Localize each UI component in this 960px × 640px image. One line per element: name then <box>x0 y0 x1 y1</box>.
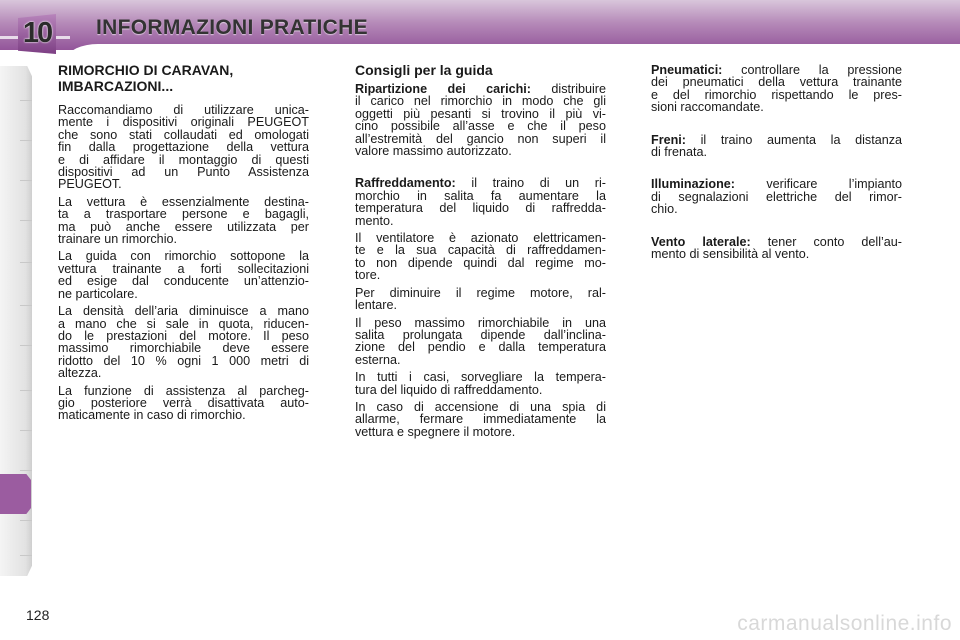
text-line <box>651 146 902 158</box>
line-text: In caso di accensione di una spia di <box>355 399 606 414</box>
line-text: e del rimorchio rispettando le pres- <box>651 87 902 102</box>
line-text: PEUGEOT. <box>58 177 122 192</box>
tab-divider <box>20 180 32 181</box>
tab-divider <box>20 430 32 431</box>
text-line <box>58 178 309 190</box>
line-text: tener conto dell’au- <box>750 234 902 249</box>
tab-divider <box>20 100 32 101</box>
line-text: verificare l’impianto <box>734 177 902 192</box>
paragraph <box>58 305 309 379</box>
line-text: mente i dispositivi originali PEUGEOT <box>58 115 309 130</box>
text-line <box>58 409 309 421</box>
line-text: ne particolare. <box>58 286 138 301</box>
line-text: La vettura è essenzialmente destina- <box>58 194 309 209</box>
line-text: zione del pendio e dalla temperatura <box>355 340 606 355</box>
chapter-title: INFORMAZIONI PRATICHE <box>96 16 368 39</box>
tab-divider <box>20 140 32 141</box>
line-text: e di affidare il montaggio di questi <box>58 152 309 167</box>
paragraph <box>58 104 309 191</box>
line-text: valore massimo autorizzato. <box>355 144 512 159</box>
line-text: ma può anche essere utilizzata per <box>58 219 309 234</box>
paragraph-label: Raffreddamento: <box>355 176 456 191</box>
paragraph <box>355 371 606 396</box>
text-line <box>651 203 902 215</box>
line-text: vettura e spegnere il motore. <box>355 424 516 439</box>
paragraph-label: Illuminazione: <box>651 177 735 192</box>
line-text: lentare. <box>355 298 398 313</box>
tab-divider <box>20 305 32 306</box>
line-text: allarme, fermare immediatamente la <box>355 412 606 427</box>
text-line <box>355 269 606 281</box>
text-line <box>58 367 309 379</box>
line-text: fin dalla progettazione della vettura <box>58 140 309 155</box>
line-text: a mano che si sale in quota, riducen- <box>58 316 309 331</box>
line-text: altezza. <box>58 366 102 381</box>
line-text: Raccomandiamo di utilizzare unica- <box>58 103 309 117</box>
paragraph-label: Ripartizione dei carichi: <box>355 82 531 96</box>
line-text: Il ventilatore è azionato elettricamen- <box>355 231 606 246</box>
line-text: controllare la pressione <box>722 63 902 77</box>
line-text: chio. <box>651 202 678 217</box>
line-text: tore. <box>355 268 381 283</box>
tab-divider <box>20 345 32 346</box>
line-text: il traino di un ri- <box>455 176 606 191</box>
paragraph <box>58 385 309 422</box>
paragraph <box>58 250 309 300</box>
line-text: esterna. <box>355 352 401 367</box>
paragraph <box>355 287 606 312</box>
page-number: 128 <box>26 607 50 623</box>
text-line <box>355 145 606 157</box>
paragraph-label: Pneumatici: <box>651 63 723 77</box>
paragraph <box>355 317 606 367</box>
paragraph <box>355 177 606 227</box>
chapter-number: 10 <box>22 17 52 49</box>
line-text: mento. <box>355 213 394 228</box>
line-text: il traino aumenta la distanza <box>685 132 902 147</box>
text-line <box>58 288 309 300</box>
text-line <box>355 384 606 396</box>
line-text: vettura trainante a forti sollecitazioni <box>58 261 309 276</box>
tab-divider <box>20 390 32 391</box>
paragraph <box>355 232 606 282</box>
paragraph <box>355 401 606 438</box>
paragraph <box>651 134 902 159</box>
line-text: dispositivi ad un Punto Assistenza <box>58 165 309 180</box>
paragraph <box>355 83 606 157</box>
chapter-tab-active[interactable] <box>0 474 31 514</box>
line-text: Il peso massimo rimorchiabile in una <box>355 315 606 330</box>
tab-divider <box>20 220 32 221</box>
line-text: di frenata. <box>651 145 708 160</box>
line-text: che sono stati collaudati ed omologati <box>58 127 309 142</box>
column-middle <box>355 62 606 438</box>
line-text: distribuire <box>530 82 607 96</box>
line-text: ta a trasportare persone e bagagli, <box>58 207 309 222</box>
line-text: cino possibile all’asse e che il peso <box>355 119 606 134</box>
tab-divider <box>20 262 32 263</box>
line-text: temperatura del liquido di raffredda- <box>355 201 606 216</box>
paragraph-label: Freni: <box>651 132 686 147</box>
line-text: tura del liquido di raffreddamento. <box>355 382 543 397</box>
watermark: carmanualsonline.info <box>737 612 952 635</box>
section-heading: RIMORCHIO DI CARAVAN, <box>58 62 234 78</box>
line-text: trainare un rimorchio. <box>58 232 177 247</box>
paragraph <box>651 64 902 114</box>
text-line <box>651 191 902 203</box>
line-text: maticamente in caso di rimorchio. <box>58 408 246 423</box>
column-right <box>651 64 902 260</box>
text-line <box>355 426 606 438</box>
line-text: il carico nel rimorchio in modo che gli <box>355 94 606 109</box>
line-text: ridotto del 10 % ogni 1 000 metri di <box>58 353 309 368</box>
text-line <box>651 101 902 113</box>
tab-divider <box>20 520 32 521</box>
line-text: La densità dell’aria diminuisce a mano <box>58 304 309 319</box>
line-text: La funzione di assistenza al parcheg- <box>58 383 309 398</box>
text-line <box>58 233 309 245</box>
text-line <box>355 354 606 366</box>
line-text: all’estremità del gancio non superi il <box>355 131 606 146</box>
text-line <box>651 248 902 260</box>
line-text: to non dipende quindi dal regime mo- <box>355 255 606 270</box>
line-text: In tutti i casi, sorvegliare la tempera- <box>355 370 606 385</box>
line-text: salita prolungata dipende dall’inclina- <box>355 327 606 342</box>
section-heading: IMBARCAZIONI... <box>58 78 174 94</box>
line-text: mento di sensibilità al vento. <box>651 247 810 262</box>
line-text: sioni raccomandate. <box>651 100 764 115</box>
tab-divider <box>20 470 32 471</box>
line-text: morchio in salita fa aumentare la <box>355 188 606 203</box>
column-left <box>58 62 309 422</box>
paragraph <box>651 236 902 261</box>
line-text: Per diminuire il regime motore, ral- <box>355 285 606 300</box>
line-text: La guida con rimorchio sottopone la <box>58 249 309 264</box>
paragraph-label: Vento laterale: <box>651 234 751 249</box>
line-text: dei pneumatici della vettura trainante <box>651 75 902 90</box>
header-curve <box>68 44 960 58</box>
text-line <box>355 299 606 311</box>
line-text: gio posteriore verrà disattivata auto- <box>58 395 309 410</box>
line-text: di segnalazioni elettriche del rimor- <box>651 189 902 204</box>
text-line <box>355 257 606 269</box>
paragraph <box>651 178 902 215</box>
text-line <box>355 215 606 227</box>
tab-divider <box>20 555 32 556</box>
line-text: ed esige dal conducente un’attenzio- <box>58 274 309 289</box>
line-text: do le prestazioni del motore. Il peso <box>58 328 309 343</box>
paragraph <box>58 196 309 246</box>
line-text: te e la sua capacità di raffreddamen- <box>355 243 606 258</box>
section-heading: Consigli per la guida <box>355 62 493 78</box>
line-text: massimo rimorchiabile deve essere <box>58 341 309 356</box>
line-text: oggetti più pesanti si trovino il più vi- <box>355 106 606 121</box>
